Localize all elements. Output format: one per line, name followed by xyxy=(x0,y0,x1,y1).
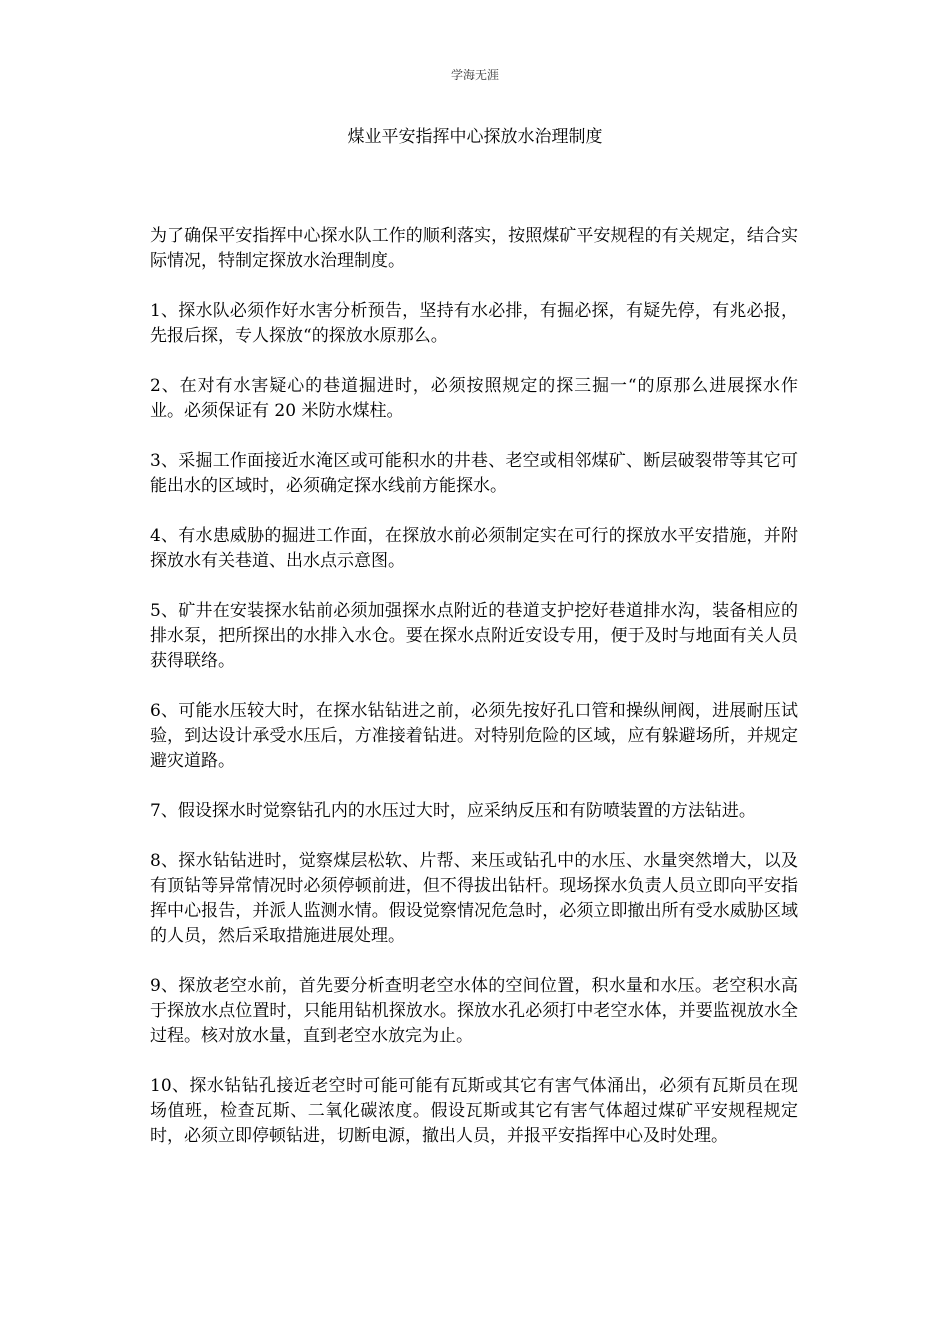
rule-item-10: 10、探水钻钻孔接近老空时可能可能有瓦斯或其它有害气体涌出，必须有瓦斯员在现场值班，检查瓦斯、二氧化碳浓度。假设瓦斯或其它有害气体超过煤矿平安规程规定时，必须立即停顿钻进，切断电源，撤出人员，并报平安指挥中心及时处理。 xyxy=(150,1076,798,1146)
rule-item-1: 1、探水队必须作好水害分析预告，坚持有水必排，有掘必探，有疑先停，有兆必报，先报后探，专人探放“的探放水原那么。 xyxy=(150,301,798,346)
rule-item-9: 9、探放老空水前，首先要分析查明老空水体的空间位置，积水量和水压。老空积水高于探放水点位置时，只能用钻机探放水。探放水孔必须打中老空水体，并要监视放水全过程。核对放水量，直到老空水放完为止。 xyxy=(150,976,798,1046)
rule-item-4: 4、有水患威胁的掘进工作面，在探放水前必须制定实在可行的探放水平安措施，并附探放水有关巷道、出水点示意图。 xyxy=(150,526,798,571)
rule-item-3: 3、采掘工作面接近水淹区或可能积水的井巷、老空或相邻煤矿、断层破裂带等其它可能出水的区域时，必须确定探水线前方能探水。 xyxy=(150,451,798,496)
rule-item-6: 6、可能水压较大时，在探水钻钻进之前，必须先按好孔口管和操纵闸阀，进展耐压试验，到达设计承受水压后，方准接着钻进。对特别危险的区域，应有躲避场所，并规定避灾道路。 xyxy=(150,701,798,771)
rule-item-7: 7、假设探水时觉察钻孔内的水压过大时，应采纳反压和有防喷装置的方法钻进。 xyxy=(150,801,756,821)
rule-item-5: 5、矿井在安装探水钻前必须加强探水点附近的巷道支护挖好巷道排水沟，装备相应的排水泵，把所探出的水排入水仓。要在探水点附近安设专用，便于及时与地面有关人员获得联络。 xyxy=(150,601,798,671)
rule-item-8: 8、探水钻钻进时，觉察煤层松软、片帮、来压或钻孔中的水压、水量突然增大，以及有顶钻等异常情况时必须停顿前进，但不得拔出钻杆。现场探水负责人员立即向平安指挥中心报告，并派人监测水情。假设觉察情况危急时，必须立即撤出所有受水威胁区域的人员，然后采取措施进展处理。 xyxy=(150,851,798,946)
document-body xyxy=(150,224,798,1174)
intro-paragraph: 为了确保平安指挥中心探水队工作的顺利落实，按照煤矿平安规程的有关规定，结合实际情况，特制定探放水治理制度。 xyxy=(150,226,798,271)
page-header-note: 学海无涯 xyxy=(450,68,499,82)
document-title: 煤业平安指挥中心探放水治理制度 xyxy=(347,127,603,147)
rule-item-2: 2、在对有水害疑心的巷道掘进时，必须按照规定的探三掘一“的原那么进展探水作业。必须保证有 20 米防水煤柱。 xyxy=(150,376,798,421)
